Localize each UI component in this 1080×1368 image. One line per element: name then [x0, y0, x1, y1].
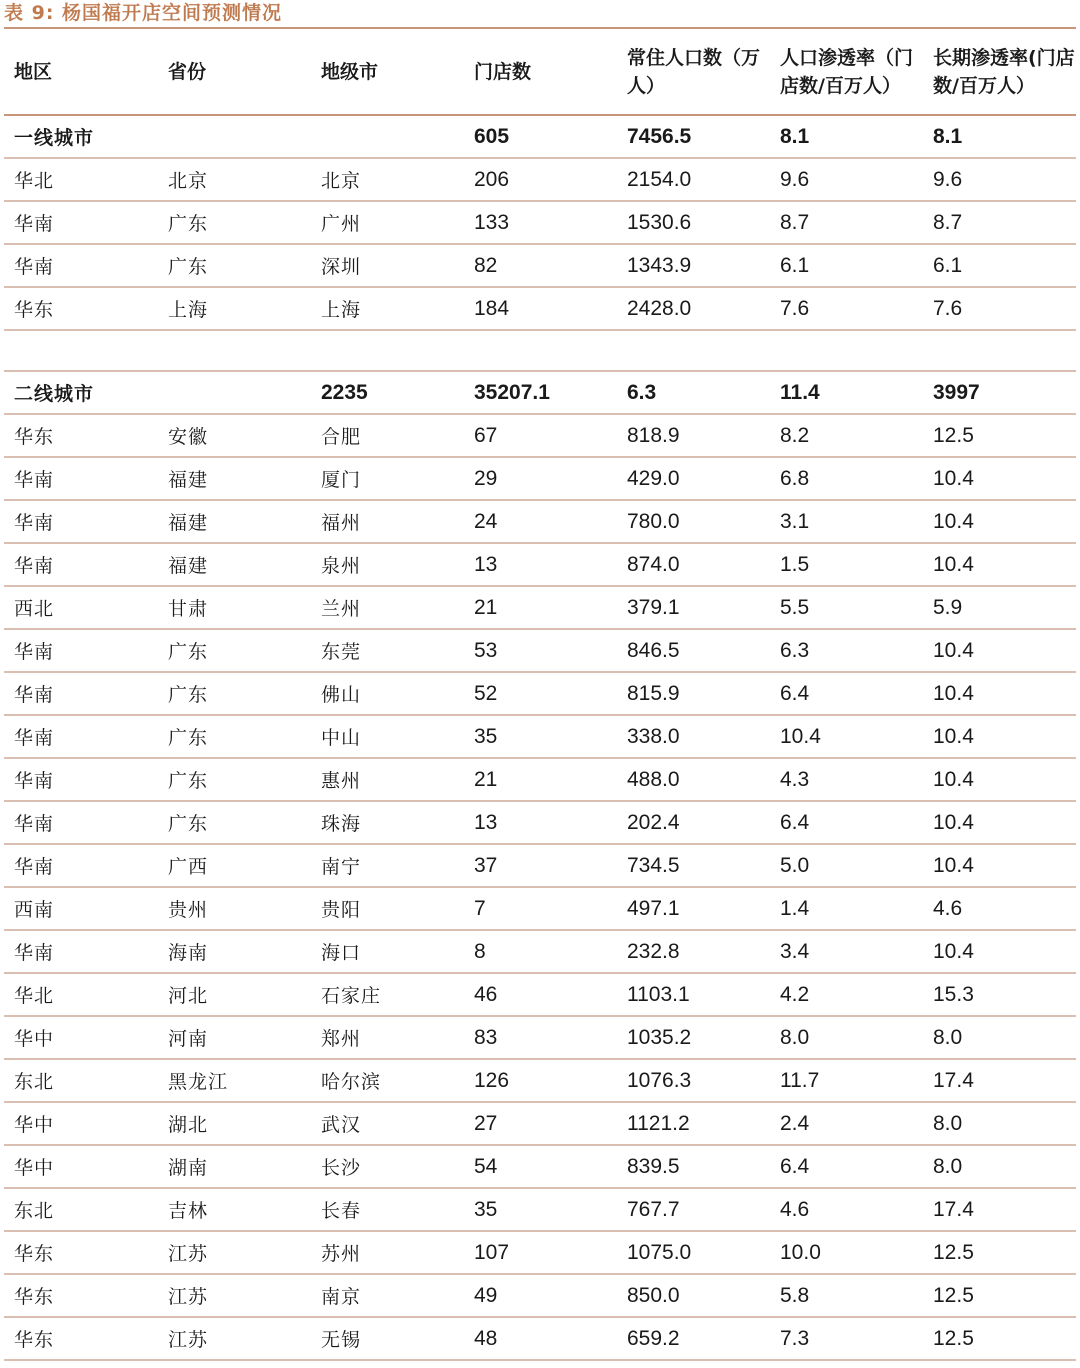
table-cell: 泉州: [311, 543, 464, 586]
tier-cell: 3997: [923, 371, 1076, 414]
table-cell: 10.4: [923, 801, 1076, 844]
table-header: [4, 30, 1076, 115]
table-cell: 8.7: [770, 201, 923, 244]
table-cell: 武汉: [311, 1102, 464, 1145]
table-cell: 37: [464, 844, 617, 887]
spacer-cell: [617, 330, 770, 371]
table-cell: 9.6: [923, 158, 1076, 201]
table-cell: 8: [464, 930, 617, 973]
table-cell: 合肥: [311, 414, 464, 457]
table-cell: 10.4: [923, 758, 1076, 801]
spacer-row: [4, 330, 1076, 371]
tier2-summary-row: [4, 371, 1076, 414]
table-cell: 1075.0: [617, 1231, 770, 1274]
table-cell: 82: [464, 244, 617, 287]
table-cell: 8.7: [923, 201, 1076, 244]
table-cell: 1121.2: [617, 1102, 770, 1145]
table-row: [4, 629, 1076, 672]
table-cell: 广东: [158, 758, 311, 801]
table-cell: 吉林: [158, 1188, 311, 1231]
header-long-term-penetration: 长期渗透率(门店数/百万人）: [923, 30, 1076, 115]
table-cell: 苏州: [311, 1231, 464, 1274]
table-cell: 52: [464, 672, 617, 715]
table-cell: 贵阳: [311, 887, 464, 930]
table-cell: 广东: [158, 715, 311, 758]
table-cell: 4.3: [770, 758, 923, 801]
tier-cell: 7456.5: [617, 115, 770, 158]
table-cell: 福建: [158, 457, 311, 500]
table-row: [4, 158, 1076, 201]
table-cell: 1076.3: [617, 1059, 770, 1102]
table-cell: 4.6: [770, 1188, 923, 1231]
table-cell: 21: [464, 758, 617, 801]
table-cell: 华东: [4, 414, 158, 457]
header-store-count: 门店数: [464, 30, 617, 115]
tier-cell: 2235: [311, 371, 464, 414]
table-cell: 12.5: [923, 1274, 1076, 1317]
table-cell: 13: [464, 543, 617, 586]
table-cell: 815.9: [617, 672, 770, 715]
table-cell: 2.4: [770, 1102, 923, 1145]
table-cell: 8.0: [770, 1016, 923, 1059]
table-cell: 29: [464, 457, 617, 500]
table-row: [4, 201, 1076, 244]
table-cell: 5.5: [770, 586, 923, 629]
tier-cell: [311, 115, 464, 158]
table-cell: 6.1: [923, 244, 1076, 287]
table-cell: 无锡: [311, 1317, 464, 1360]
table-cell: 232.8: [617, 930, 770, 973]
tier-cell: 8.1: [770, 115, 923, 158]
table-cell: 华南: [4, 201, 158, 244]
table-row: [4, 1016, 1076, 1059]
table-cell: 广东: [158, 629, 311, 672]
table-row: [4, 414, 1076, 457]
table-cell: 南京: [311, 1274, 464, 1317]
tier-label: 一线城市: [4, 115, 158, 158]
table-cell: 1.5: [770, 543, 923, 586]
table-cell: 488.0: [617, 758, 770, 801]
spacer-cell: [158, 330, 311, 371]
table-cell: 贵州: [158, 887, 311, 930]
table-cell: 10.4: [770, 715, 923, 758]
table-row: [4, 758, 1076, 801]
table-cell: 长沙: [311, 1145, 464, 1188]
table-cell: 华东: [4, 1231, 158, 1274]
table-cell: 3.4: [770, 930, 923, 973]
table-cell: 133: [464, 201, 617, 244]
table-cell: 767.7: [617, 1188, 770, 1231]
table-cell: 佛山: [311, 672, 464, 715]
table-cell: 21: [464, 586, 617, 629]
table-cell: 兰州: [311, 586, 464, 629]
table-cell: 上海: [158, 287, 311, 330]
header-penetration: 人口渗透率（门店数/百万人）: [770, 30, 923, 115]
table-cell: 27: [464, 1102, 617, 1145]
table-row: [4, 287, 1076, 330]
table-cell: 338.0: [617, 715, 770, 758]
table-cell: 10.4: [923, 543, 1076, 586]
table-cell: 华中: [4, 1016, 158, 1059]
table-cell: 华东: [4, 1317, 158, 1360]
table-cell: 8.2: [770, 414, 923, 457]
table-cell: 17.4: [923, 1059, 1076, 1102]
table-cell: 甘肃: [158, 586, 311, 629]
table-cell: 北京: [158, 158, 311, 201]
table-cell: 2428.0: [617, 287, 770, 330]
table-cell: 华南: [4, 844, 158, 887]
table-cell: 497.1: [617, 887, 770, 930]
table-cell: 华中: [4, 1145, 158, 1188]
tier-cell: [158, 115, 311, 158]
table-cell: 35: [464, 715, 617, 758]
table-cell: 107: [464, 1231, 617, 1274]
table-cell: 华南: [4, 629, 158, 672]
table-row: [4, 887, 1076, 930]
table-cell: 202.4: [617, 801, 770, 844]
table-cell: 1343.9: [617, 244, 770, 287]
table-cell: 850.0: [617, 1274, 770, 1317]
header-row: [4, 30, 1076, 115]
table-row: [4, 1102, 1076, 1145]
table-row: [4, 1188, 1076, 1231]
table-cell: 华南: [4, 930, 158, 973]
table-cell: 839.5: [617, 1145, 770, 1188]
table-cell: 广东: [158, 201, 311, 244]
table-cell: 780.0: [617, 500, 770, 543]
table-row: [4, 801, 1076, 844]
header-province: 省份: [158, 30, 311, 115]
table-row: [4, 586, 1076, 629]
table-cell: 东北: [4, 1188, 158, 1231]
table-cell: 华南: [4, 543, 158, 586]
table-cell: 广州: [311, 201, 464, 244]
table-cell: 东北: [4, 1059, 158, 1102]
table-cell: 3.1: [770, 500, 923, 543]
table-cell: 9.6: [770, 158, 923, 201]
table-row: [4, 973, 1076, 1016]
table-cell: 福建: [158, 543, 311, 586]
table-cell: 广东: [158, 801, 311, 844]
table-cell: 4.6: [923, 887, 1076, 930]
table-row: [4, 672, 1076, 715]
table-cell: 湖南: [158, 1145, 311, 1188]
table-cell: 4.2: [770, 973, 923, 1016]
table-cell: 2154.0: [617, 158, 770, 201]
table-cell: 659.2: [617, 1317, 770, 1360]
table-cell: 6.1: [770, 244, 923, 287]
table-cell: 珠海: [311, 801, 464, 844]
table-cell: 46: [464, 973, 617, 1016]
table-cell: 17.4: [923, 1188, 1076, 1231]
table-row: [4, 844, 1076, 887]
table-cell: 福建: [158, 500, 311, 543]
table-cell: 7.6: [923, 287, 1076, 330]
tier-cell: 6.3: [617, 371, 770, 414]
table-cell: 10.4: [923, 672, 1076, 715]
header-population: 常住人口数（万人）: [617, 30, 770, 115]
table-cell: 广东: [158, 672, 311, 715]
table-cell: 83: [464, 1016, 617, 1059]
table-cell: 福州: [311, 500, 464, 543]
caption-rule: [4, 27, 1076, 29]
table-cell: 8.0: [923, 1102, 1076, 1145]
table-cell: 安徽: [158, 414, 311, 457]
table-cell: 379.1: [617, 586, 770, 629]
table-cell: 1103.1: [617, 973, 770, 1016]
tier-cell: 35207.1: [464, 371, 617, 414]
tier1-summary-row: [4, 115, 1076, 158]
table-cell: 6.3: [770, 629, 923, 672]
table-cell: 南宁: [311, 844, 464, 887]
table-cell: 10.0: [770, 1231, 923, 1274]
table-cell: 1035.2: [617, 1016, 770, 1059]
table-row: [4, 1317, 1076, 1360]
table-cell: 10.4: [923, 715, 1076, 758]
table-cell: 广西: [158, 844, 311, 887]
table-row: [4, 500, 1076, 543]
table-cell: 河北: [158, 973, 311, 1016]
table-cell: 华北: [4, 973, 158, 1016]
tier-cell: [158, 371, 311, 414]
table-row: [4, 1231, 1076, 1274]
header-region: 地区: [4, 30, 158, 115]
table-cell: 24: [464, 500, 617, 543]
table-cell: 818.9: [617, 414, 770, 457]
table-cell: 深圳: [311, 244, 464, 287]
table-cell: 黑龙江: [158, 1059, 311, 1102]
table-cell: 江苏: [158, 1274, 311, 1317]
table-cell: 西北: [4, 586, 158, 629]
table-cell: 53: [464, 629, 617, 672]
table-cell: 华南: [4, 758, 158, 801]
table-cell: 华南: [4, 801, 158, 844]
table-cell: 华南: [4, 500, 158, 543]
table-cell: 6.4: [770, 672, 923, 715]
table-cell: 江苏: [158, 1231, 311, 1274]
table-cell: 846.5: [617, 629, 770, 672]
table-cell: 734.5: [617, 844, 770, 887]
spacer-cell: [311, 330, 464, 371]
table-row: [4, 244, 1076, 287]
table-row: [4, 930, 1076, 973]
table-cell: 东莞: [311, 629, 464, 672]
table-cell: 1530.6: [617, 201, 770, 244]
table-cell: 7.3: [770, 1317, 923, 1360]
store-expansion-table: [4, 30, 1076, 1361]
table-row: [4, 457, 1076, 500]
table-cell: 15.3: [923, 973, 1076, 1016]
table-cell: 河南: [158, 1016, 311, 1059]
table-row: [4, 1059, 1076, 1102]
table-cell: 12.5: [923, 1317, 1076, 1360]
header-city: 地级市: [311, 30, 464, 115]
table-cell: 35: [464, 1188, 617, 1231]
table-cell: 126: [464, 1059, 617, 1102]
table-cell: 中山: [311, 715, 464, 758]
table-cell: 7: [464, 887, 617, 930]
table-cell: 石家庄: [311, 973, 464, 1016]
tier-cell: 8.1: [923, 115, 1076, 158]
spacer-cell: [4, 330, 158, 371]
table-cell: 6.8: [770, 457, 923, 500]
table-cell: 184: [464, 287, 617, 330]
table-cell: 49: [464, 1274, 617, 1317]
table-cell: 7.6: [770, 287, 923, 330]
spacer-cell: [923, 330, 1076, 371]
table-cell: 华北: [4, 158, 158, 201]
table-cell: 1.4: [770, 887, 923, 930]
table-cell: 429.0: [617, 457, 770, 500]
table-cell: 华东: [4, 287, 158, 330]
table-cell: 54: [464, 1145, 617, 1188]
table-cell: 广东: [158, 244, 311, 287]
table-body: [4, 115, 1076, 1360]
table-cell: 湖北: [158, 1102, 311, 1145]
table-cell: 哈尔滨: [311, 1059, 464, 1102]
table-cell: 5.9: [923, 586, 1076, 629]
tier-cell: 605: [464, 115, 617, 158]
table-cell: 华南: [4, 244, 158, 287]
table-cell: 西南: [4, 887, 158, 930]
spacer-cell: [770, 330, 923, 371]
table-cell: 67: [464, 414, 617, 457]
table-cell: 874.0: [617, 543, 770, 586]
table-cell: 华中: [4, 1102, 158, 1145]
table-cell: 10.4: [923, 629, 1076, 672]
table-row: [4, 1274, 1076, 1317]
table-cell: 8.0: [923, 1145, 1076, 1188]
table-cell: 12.5: [923, 414, 1076, 457]
table-cell: 华南: [4, 672, 158, 715]
table-cell: 8.0: [923, 1016, 1076, 1059]
table-cell: 海南: [158, 930, 311, 973]
tier-cell: 11.4: [770, 371, 923, 414]
table-cell: 海口: [311, 930, 464, 973]
table-cell: 10.4: [923, 457, 1076, 500]
table-caption: 表 9: 杨国福开店空间预测情况: [4, 2, 283, 24]
table-cell: 华南: [4, 457, 158, 500]
table-cell: 北京: [311, 158, 464, 201]
table-cell: 郑州: [311, 1016, 464, 1059]
table-cell: 江苏: [158, 1317, 311, 1360]
table-cell: 5.8: [770, 1274, 923, 1317]
table-cell: 10.4: [923, 844, 1076, 887]
table-row: [4, 1145, 1076, 1188]
table-cell: 12.5: [923, 1231, 1076, 1274]
table-cell: 长春: [311, 1188, 464, 1231]
table-cell: 华东: [4, 1274, 158, 1317]
table-cell: 48: [464, 1317, 617, 1360]
table-row: [4, 715, 1076, 758]
table-cell: 13: [464, 801, 617, 844]
spacer-cell: [464, 330, 617, 371]
table-cell: 5.0: [770, 844, 923, 887]
table-cell: 11.7: [770, 1059, 923, 1102]
table-cell: 华南: [4, 715, 158, 758]
table-cell: 厦门: [311, 457, 464, 500]
table-cell: 206: [464, 158, 617, 201]
table-cell: 6.4: [770, 801, 923, 844]
tier-label: 二线城市: [4, 371, 158, 414]
table-cell: 惠州: [311, 758, 464, 801]
table-cell: 6.4: [770, 1145, 923, 1188]
table-row: [4, 543, 1076, 586]
table-cell: 上海: [311, 287, 464, 330]
table-cell: 10.4: [923, 930, 1076, 973]
table-cell: 10.4: [923, 500, 1076, 543]
